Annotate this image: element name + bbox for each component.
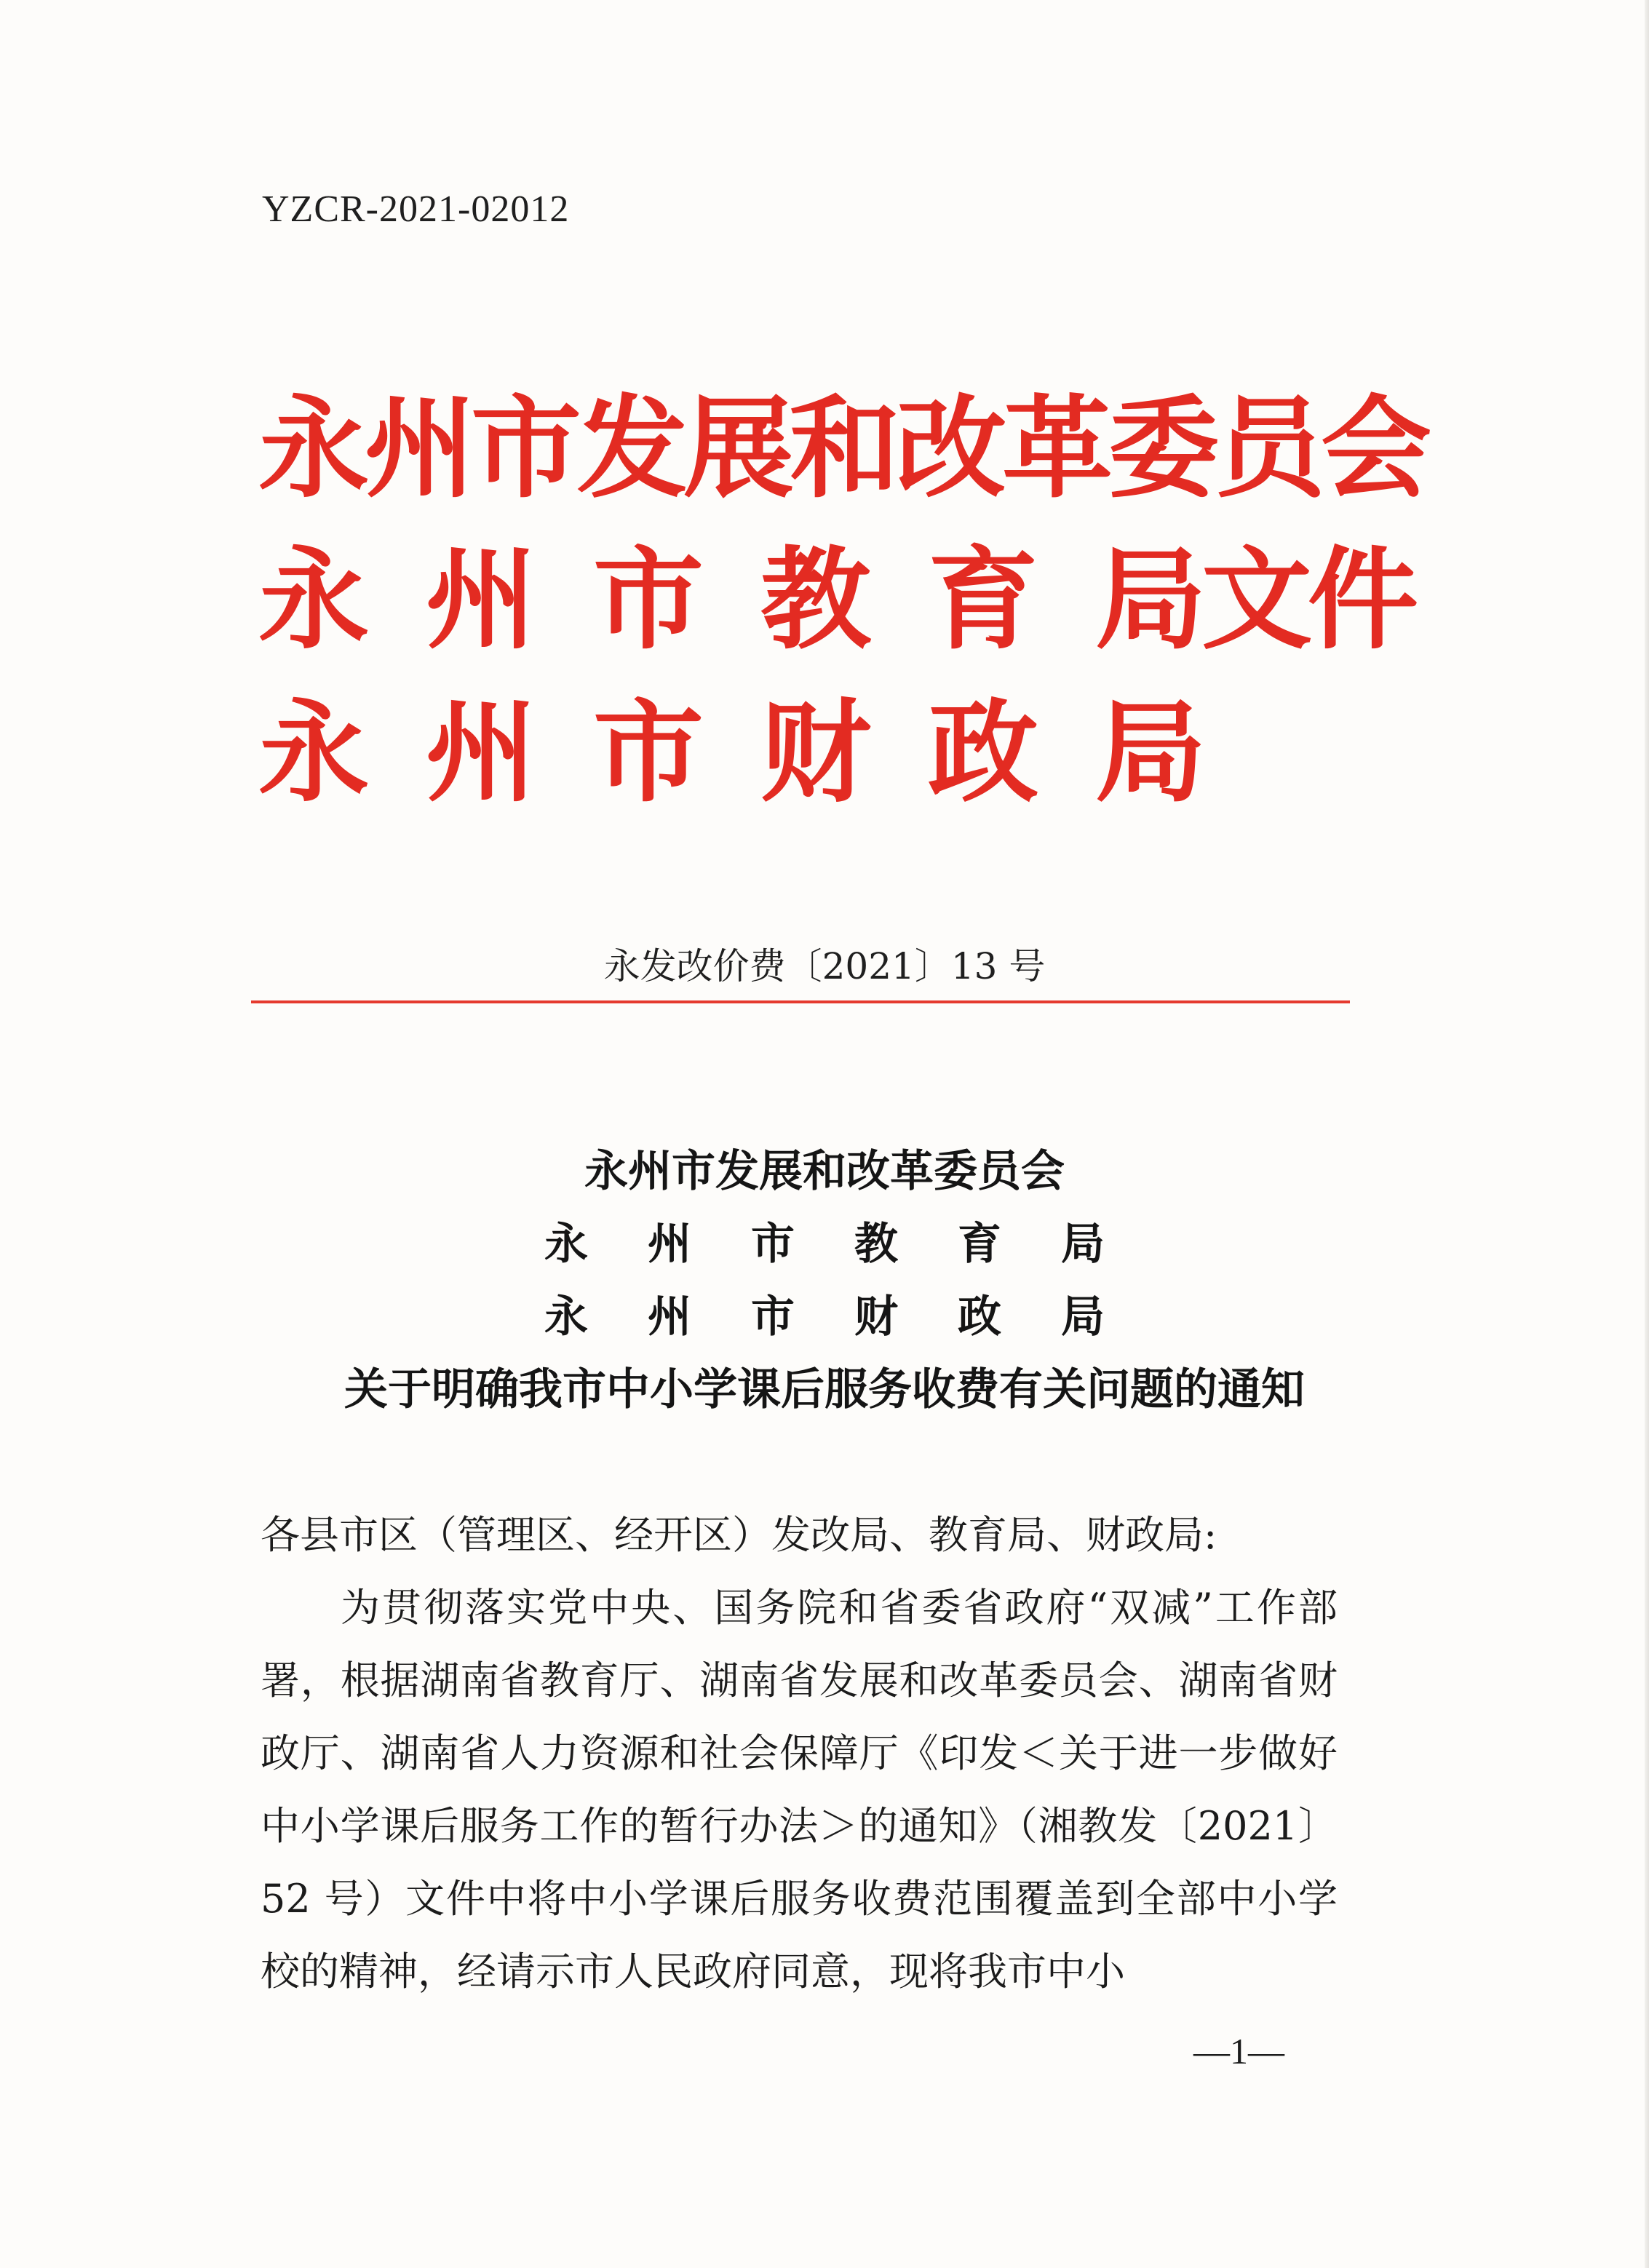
title-subject: 关于明确我市中小学课后服务收费有关问题的通知 <box>344 1364 1305 1415</box>
red-header-tail: 局文件 <box>1095 534 1414 664</box>
red-header-char: 市 <box>593 687 704 817</box>
red-header-char: 教 <box>760 534 871 664</box>
addressee-line: 各县市区（管理区、经开区）发改局、教育局、财政局: <box>261 1512 1217 1558</box>
title-issuer-1: 永州市发展和改革委员会 <box>584 1146 1065 1197</box>
red-header-line-3 <box>258 687 1263 817</box>
body-text <box>261 1499 1338 2008</box>
red-header-char: 永 <box>258 534 369 664</box>
title-issuer-2: 永 州 市 教 育 局 <box>544 1219 1105 1270</box>
red-header-char: 局 <box>1095 687 1206 817</box>
red-header-char: 政 <box>928 687 1038 817</box>
red-header-line-1: 永州市发展和改革委员会 <box>258 383 1427 513</box>
red-header-char: 财 <box>760 687 871 817</box>
body-paragraph: 为贯彻落实党中央、国务院和省委省政府“双减”工作部署，根据湖南省教育厅、湖南省发展和改革委员会、湖南省财政厅、湖南省人力资源和社会保障厅《印发＜关于进一步做好中小学课后服务工作的暂行办法＞的通知》（湘教发〔2021〕52 号）文件中将中小学课后服务收费范围覆盖到全部中小学校的精神，经请示市人民政府同意，现将我市中小 <box>261 1585 1338 1994</box>
red-header-char: 育 <box>928 534 1038 664</box>
red-header-char: 州 <box>426 687 536 817</box>
document-number: 永发改价费〔2021〕13 号 <box>603 945 1046 987</box>
notice-title <box>0 1135 1649 1426</box>
red-header-char: 永 <box>258 687 369 817</box>
scan-edge-shadow <box>1645 0 1649 2268</box>
title-issuer-3: 永 州 市 财 政 局 <box>544 1292 1105 1342</box>
document-code: YZCR-2021-02012 <box>262 188 570 230</box>
red-header-char: 市 <box>593 534 704 664</box>
red-header-char: 州 <box>426 534 536 664</box>
page-number: —1— <box>1193 2031 1284 2072</box>
red-header-line-2 <box>258 534 1414 664</box>
red-divider-line <box>251 1000 1350 1003</box>
